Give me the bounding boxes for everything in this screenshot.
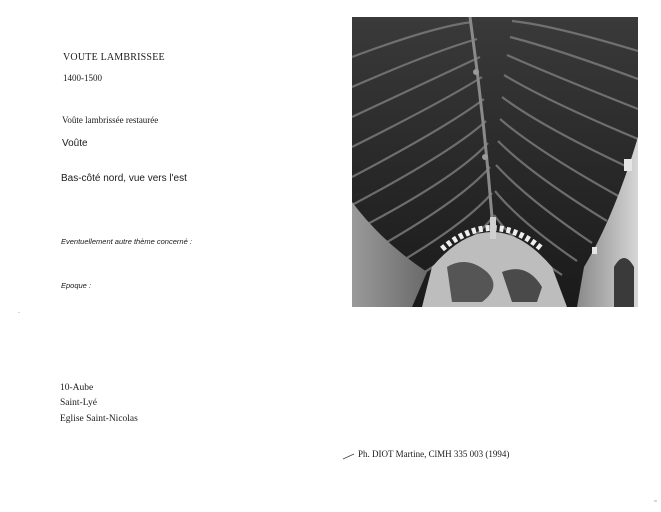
photo-credit: Ph. DIOT Martine, ClMH 335 003 (1994) (358, 449, 510, 459)
vault-image (352, 17, 638, 307)
record-view: Bas-côté nord, vue vers l'est (61, 173, 187, 184)
scan-speck (654, 500, 657, 502)
vault-photograph (352, 17, 638, 307)
location-town: Saint-Lyé (60, 398, 97, 408)
record-caption: Voûte lambrissée restaurée (62, 115, 159, 125)
other-theme-label: Eventuellement autre thème concerné : (61, 237, 192, 246)
scan-speck (18, 312, 20, 313)
record-category: Voûte (62, 138, 88, 149)
location-building: Eglise Saint-Nicolas (60, 414, 138, 424)
location-department: 10-Aube (60, 383, 94, 393)
epoch-label: Epoque : (61, 281, 92, 290)
record-date: 1400-1500 (63, 73, 102, 83)
pen-stroke-mark (342, 451, 356, 461)
record-title: VOUTE LAMBRISSEE (63, 52, 165, 63)
